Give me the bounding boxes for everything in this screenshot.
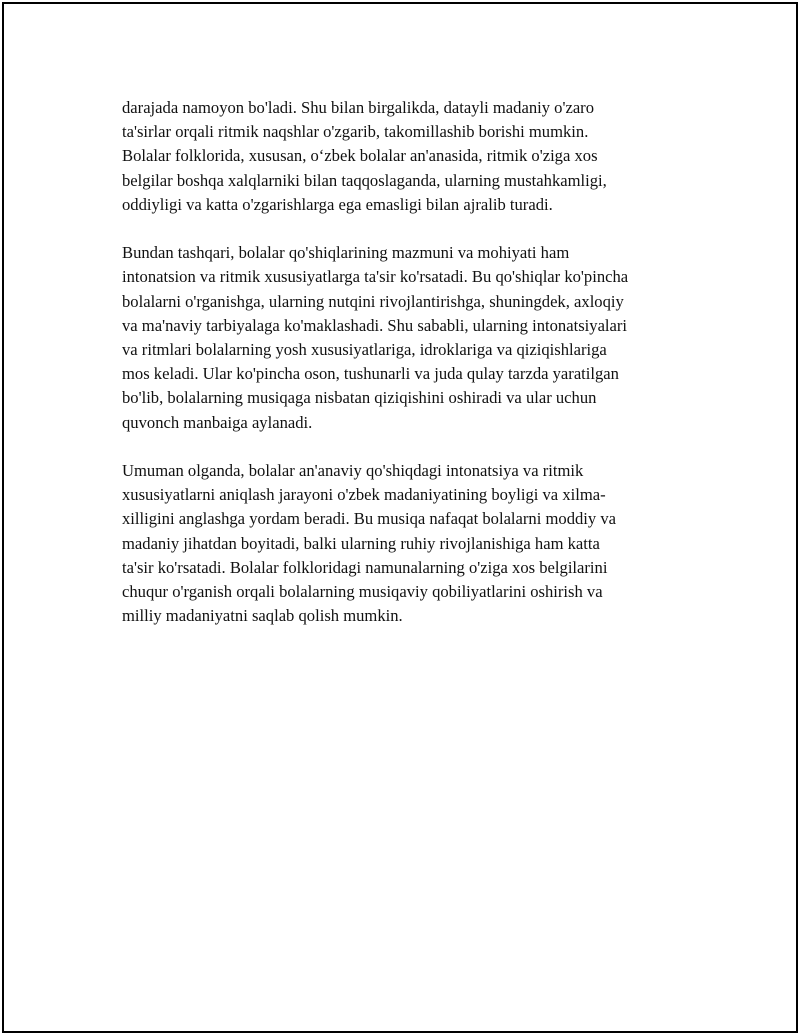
text-line: chuqur o'rganish orqali bolalarning musiqaviy qobiliyatlarini oshirish va <box>122 582 603 602</box>
text-line: milliy madaniyatni saqlab qolish mumkin. <box>122 606 403 626</box>
text-line: mos keladi. Ular ko'pincha oson, tushunarli va juda qulay tarzda yaratilgan <box>122 364 619 384</box>
text-line: intonatsion va ritmik xususiyatlarga ta'sir ko'rsatadi. Bu qo'shiqlar ko'pincha <box>122 267 629 287</box>
text-line: Umuman olganda, bolalar an'anaviy qo'shiqdagi intonatsiya va ritmik <box>122 461 584 481</box>
text-line: bo'lib, bolalarning musiqaga nisbatan qiziqishini oshiradi va ular uchun <box>122 388 597 408</box>
paragraph-1 <box>122 96 682 217</box>
page-frame <box>2 2 798 1033</box>
text-line: oddiyligi va katta o'zgarishlarga ega emasligi bilan ajralib turadi. <box>122 194 553 214</box>
text-line: quvonch manbaiga aylanadi. <box>122 412 313 432</box>
paragraph-2 <box>122 241 682 435</box>
text-line: Bolalar folklorida, xususan, o‘zbek bolalar an'anasida, ritmik o'ziga xos <box>122 146 598 166</box>
text-line: belgilar boshqa xalqlarniki bilan taqqoslaganda, ularning mustahkamligi, <box>122 170 607 190</box>
document-body <box>122 96 682 653</box>
text-line: xilligini anglashga yordam beradi. Bu musiqa nafaqat bolalarni moddiy va <box>122 509 617 529</box>
text-line: ta'sirlar orqali ritmik naqshlar o'zgarib, takomillashib borishi mumkin. <box>122 122 589 142</box>
text-line: bolalarni o'rganishga, ularning nutqini rivojlantirishga, shuningdek, axloqiy <box>122 291 624 311</box>
paragraph-3 <box>122 459 682 628</box>
text-line: Bundan tashqari, bolalar qo'shiqlarining mazmuni va mohiyati ham <box>122 243 570 263</box>
text-line: ta'sir ko'rsatadi. Bolalar folkloridagi namunalarning o'ziga xos belgilarini <box>122 557 608 577</box>
text-line: xususiyatlarni aniqlash jarayoni o'zbek madaniyatining boyligi va xilma- <box>122 485 606 505</box>
text-line: va ma'naviy tarbiyalaga ko'maklashadi. Shu sababli, ularning intonatsiyalari <box>122 315 628 335</box>
text-line: va ritmlari bolalarning yosh xususiyatlariga, idroklariga va qiziqishlariga <box>122 340 607 360</box>
text-line: darajada namoyon bo'ladi. Shu bilan birgalikda, datayli madaniy o'zaro <box>122 98 595 117</box>
text-line: madaniy jihatdan boyitadi, balki ularning ruhiy rivojlanishiga ham katta <box>122 533 600 553</box>
